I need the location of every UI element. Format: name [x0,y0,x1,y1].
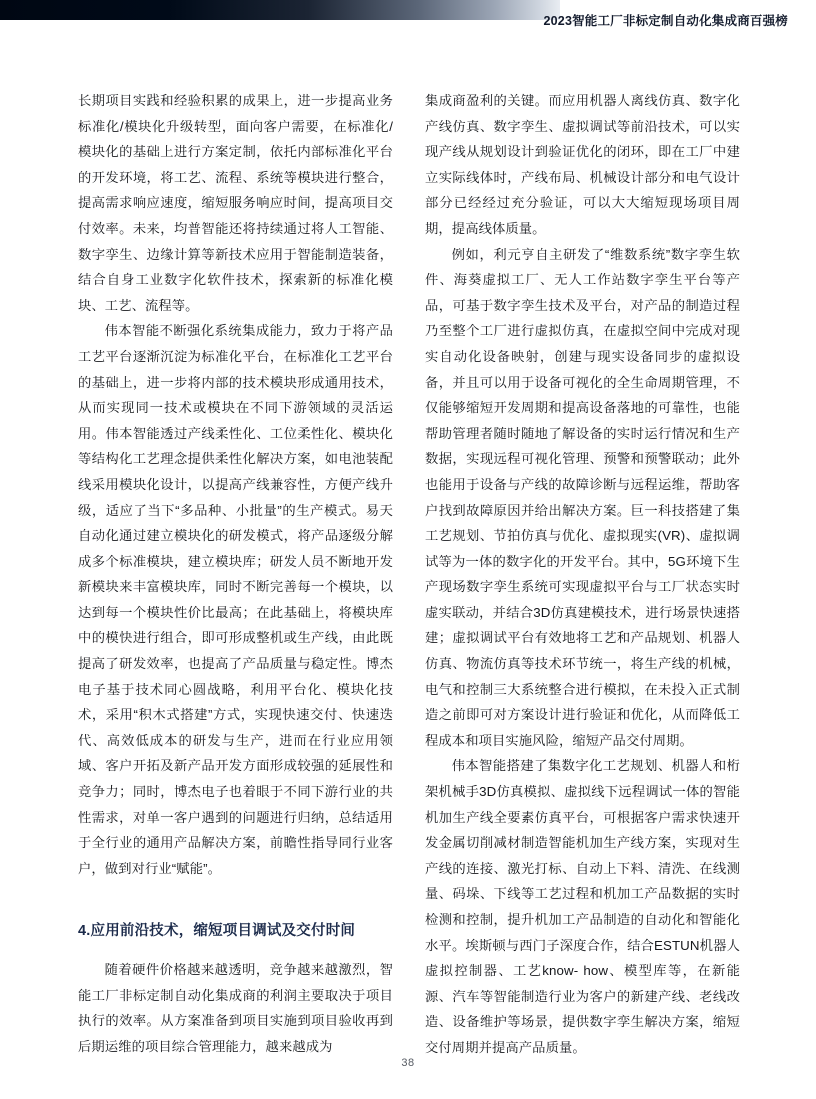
header-gradient-bar [0,0,560,20]
paragraph-right-3: 伟本智能搭建了集数字化工艺规划、机器人和桁架机械手3D仿真模拟、虚拟线下远程调试一体的智能机加生产线全要素仿真平台，可根据客户需求快速开发金属切削减材制造智能机加生产线方案，实现对生产线的连接、激光打标、自动上下料、清洗、在线测量、码垛、下线等工艺过程和机加工产品数据的实时检测和控制，提升机加工产品制造的自动化和智能化水平。埃斯顿与西门子深度合作，结合ESTUN机器人虚拟控制器、工艺know- how、模型库等，在新能源、汽车等智能制造行业为客户的新建产线、老线改造、设备维护等场景，提供数字孪生解决方案，缩短交付周期并提高产品质量。 [425,758,740,1055]
section-heading-4: 4.应用前沿技术，缩短项目调试及交付时间 [78,923,356,940]
heading-spacer-below [78,945,393,957]
page-footer [0,1053,816,1071]
paragraph-right-1: 集成商盈利的关键。而应用机器人离线仿真、数字化产线仿真、数字孪生、虚拟调试等前沿技术，可以实现产线从规划设计到验证优化的闭环，即在工厂中建立实际线体时，产线布局、机械设计部分和电气设计部分已经经过充分验证，可以大大缩短现场项目周期，提高线体质量。 [425,93,740,236]
right-column [425,88,740,1061]
paragraph-left-3: 随着硬件价格越来越透明，竞争越来越激烈，智能工厂非标定制自动化集成商的利润主要取决于项目执行的效率。从方案准备到项目实施到项目验收再到后期运维的项目综合管理能力，越来越成为 [78,962,393,1054]
paragraph-left-1: 长期项目实践和经验积累的成果上，进一步提高业务标准化/模块化升级转型，面向客户需要，在标准化/模块化的基础上进行方案定制，依托内部标准化平台的开发环境，将工艺、流程、系统等模块进行整合，提高需求响应速度，缩短服务响应时间，提高项目交付效率。未来，均普智能还将持续通过将人工智能、数字孪生、边缘计算等新技术应用于智能制造装备，结合自身工业数字化软件技术，探索新的标准化模块、工艺、流程等。 [78,93,393,313]
page-header [0,0,816,40]
heading-spacer-above [78,881,393,919]
paragraph-right-2: 例如，利元亨自主研发了“维数系统”数字孪生软件、海葵虚拟工厂、无人工作站数字孪生平台等产品，可基于数字孪生技术及平台，对产品的制造过程乃至整个工厂进行虚拟仿真，在虚拟空间中完成对现实自动化设备映射，创建与现实设备同步的虚拟设备，并且可以用于设备可视化的全生命周期管理，不仅能够缩短开发周期和提高设备落地的可靠性，也能帮助管理者随时随地了解设备的实时运行情况和生产数据，实现远程可视化管理、预警和预警联动；此外也能用于设备与产线的故障诊断与远程运维，帮助客户找到故障原因并给出解决方案。巨一科技搭建了集工艺规划、节拍仿真与优化、虚拟现实(VR)、虚拟调试等为一体的数字化的开发平台。其中，5G环境下生产现场数字孪生系统可实现虚拟平台与工厂状态实时虚实联动，并结合3D仿真建模技术，进行场景快速搭建；虚拟调试平台有效地将工艺和产品规划、机器人仿真、物流仿真等技术环节统一，将生产线的机械，电气和控制三大系统整合进行模拟，在未投入正式制造之前即可对方案设计进行验证和优化，从而降低工程成本和项目实施风险，缩短产品交付周期。 [425,246,740,748]
paragraph-left-2: 伟本智能不断强化系统集成能力，致力于将产品工艺平台逐渐沉淀为标准化平台，在标准化工艺平台的基础上，进一步将内部的技术模块形成通用技术，从而实现同一技术或模块在不同下游领域的灵活运用。伟本智能透过产线柔性化、工位柔性化、模块化等结构化工艺理念提供柔性化解决方案，如电池装配线采用模块化设计，以提高产线兼容性，方便产线升级，适应了当下“多品种、小批量”的生产模式。易天自动化通过建立模块化的研发模式，将产品逐级分解成多个标准模块，建立模块库；研发人员不断地开发新模块来丰富模块库，同时不断完善每一个模块，以达到每一个模块性价比最高；在此基础上，将模块库中的模快进行组合，即可形成整机或生产线，由此既提高了研发效率，也提高了产品质量与稳定性。博杰电子基于技术同心圆战略，利用平台化、模块化技术，采用“积木式搭建”方式，实现快速交付、快速迭代、高效低成本的研发与生产，进而在行业应用领域、客户开拓及新产品开发方面形成较强的延展性和竞争力；同时，博杰电子也着眼于不同下游行业的共性需求，对单一客户遇到的问题进行归纳，总结适用于全行业的通用产品解决方案，前瞻性指导同行业客户，做到对行业“赋能”。 [78,323,393,876]
page-number: 38 [401,1057,415,1069]
body-columns [78,88,740,1055]
running-head-title: 2023智能工厂非标定制自动化集成商百强榜 [543,14,788,28]
left-column [78,88,393,1059]
